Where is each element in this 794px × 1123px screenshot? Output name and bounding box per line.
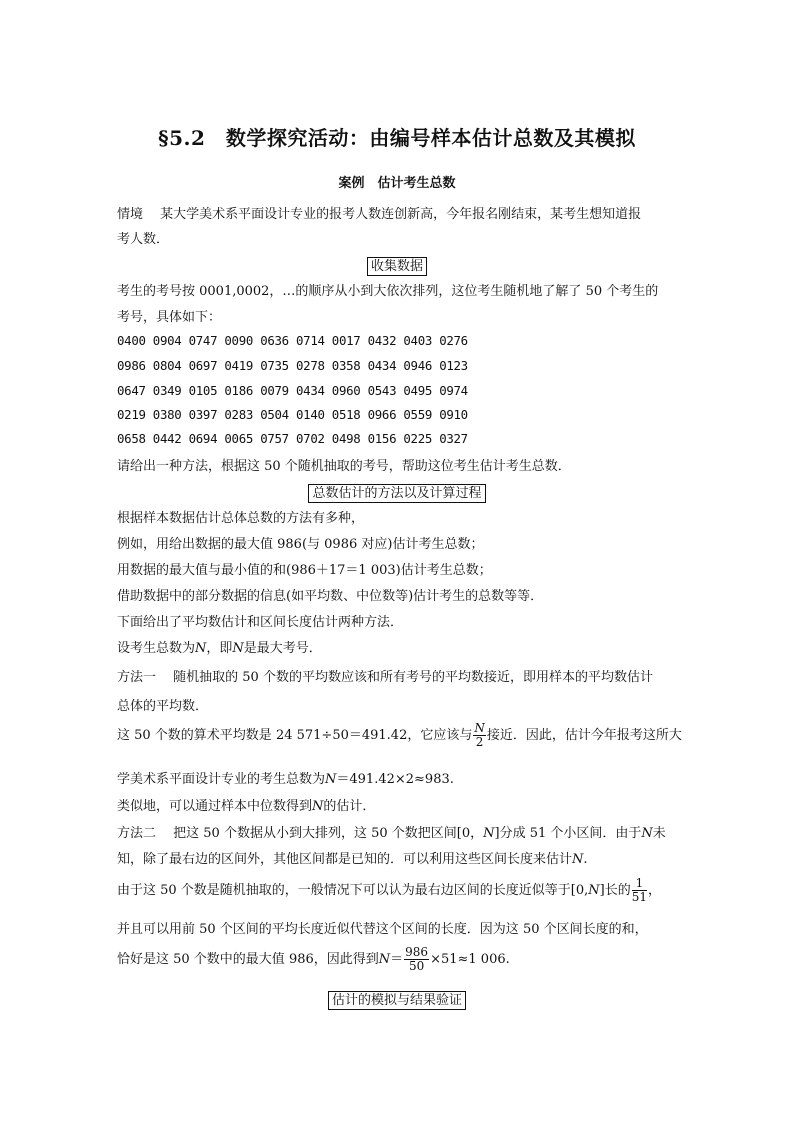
method1-line-1: 方法一 随机抽取的 50 个数的平均数应该和所有考号的平均数接近，即用样本的平均数估计 bbox=[117, 670, 653, 685]
numbers-row-4: 0219 0380 0397 0283 0504 0140 0518 0966 0559 0910 bbox=[117, 407, 468, 422]
fraction-1-over-51: $\frac{1}{51}$ bbox=[631, 876, 648, 904]
scenario-line-2: 考人数． bbox=[117, 232, 170, 247]
method1-line-5: 类似地，可以通过样本中位数得到N的估计． bbox=[117, 799, 376, 814]
method-line-1: 根据样本数据估计总体总数的方法有多种， bbox=[117, 511, 365, 526]
case-title: 案例 估计考生总数 bbox=[338, 176, 456, 191]
method2-label: 方法二 bbox=[117, 826, 157, 841]
numbers-row-2: 0986 0804 0697 0419 0735 0278 0358 0434 0946 0123 bbox=[117, 358, 468, 373]
section-simulation-heading: 估计的模拟与结果验证 bbox=[0, 989, 794, 1010]
method-line-2: 例如，用给出数据的最大值 986(与 0986 对应)估计考生总数； bbox=[117, 537, 484, 552]
fraction-986-over-50: $\frac{986}{50}$ bbox=[405, 945, 429, 973]
numbers-row-1: 0400 0904 0747 0090 0636 0714 0017 0432 0403 0276 bbox=[117, 333, 468, 348]
fraction-n-over-2: $\frac{N}{2}$ bbox=[474, 721, 485, 749]
question-text: 请给出一种方法，根据这 50 个随机抽取的考号，帮助这位考生估计考生总数． bbox=[117, 459, 571, 474]
page-title: §5.2 数学探究活动：由编号样本估计总数及其模拟 bbox=[158, 126, 636, 150]
section-collect-heading: 收集数据 bbox=[0, 255, 794, 276]
method-line-4: 借助数据中的部分数据的信息(如平均数、中位数等)估计考生的总数等等． bbox=[117, 589, 544, 604]
method2-line-1: 方法二 把这 50 个数据从小到大排列，这 50 个数把区间[0，N]分成 51 个小区间．由于N未 bbox=[117, 826, 666, 841]
method2-line-4: 并且可以用前 50 个区间的平均长度近似代替这个区间的长度．因为这 50 个区间长度的和， bbox=[117, 922, 648, 937]
method-line-5: 下面给出了平均数估计和区间长度估计两种方法． bbox=[117, 615, 404, 630]
assume-line: 设考生总数为N，即N是最大考号． bbox=[117, 641, 322, 656]
method1-line-3: 这 50 个数的算术平均数是 24 571÷50＝491.42，它应该与 $\frac{N}{2}$ 接近．因此，估计今年报考这所大 bbox=[117, 721, 682, 749]
collect-text-1: 考生的考号按 0001,0002，…的顺序从小到大依次排列，这位考生随机地了解了 50 个考生的 bbox=[117, 284, 659, 299]
method1-label: 方法一 bbox=[117, 670, 157, 685]
method2-line-3: 由于这 50 个数是随机抽取的，一般情况下可以认为最右边区间的长度近似等于[0,N]长的 $\frac{1}{51}$ ， bbox=[117, 876, 662, 904]
scenario-line-1: 情境 某大学美术系平面设计专业的报考人数连创新高，今年报名刚结束，某考生想知道报 bbox=[117, 207, 642, 222]
method2-line-2: 知，除了最右边的区间外，其他区间都是已知的．可以利用这些区间长度来估计N. bbox=[117, 852, 588, 867]
numbers-row-3: 0647 0349 0105 0186 0079 0434 0960 0543 0495 0974 bbox=[117, 383, 468, 398]
method1-line-2: 总体的平均数． bbox=[117, 699, 209, 714]
numbers-row-5: 0658 0442 0694 0065 0757 0702 0498 0156 0225 0327 bbox=[117, 431, 468, 446]
scenario-label: 情境 bbox=[117, 207, 144, 222]
section-method-heading: 总数估计的方法以及计算过程 bbox=[0, 482, 794, 503]
method1-line-4: 学美术系平面设计专业的考生总数为N＝491.42×2≈983. bbox=[117, 772, 454, 787]
method2-line-5: 恰好是这 50 个数中的最大值 986，因此得到N＝ $\frac{986}{50}$ ×51≈1 006. bbox=[117, 945, 510, 973]
collect-text-2: 考号，具体如下： bbox=[117, 310, 222, 325]
method-line-3: 用数据的最大值与最小值的和(986＋17＝1 003)估计考生总数； bbox=[117, 563, 492, 578]
